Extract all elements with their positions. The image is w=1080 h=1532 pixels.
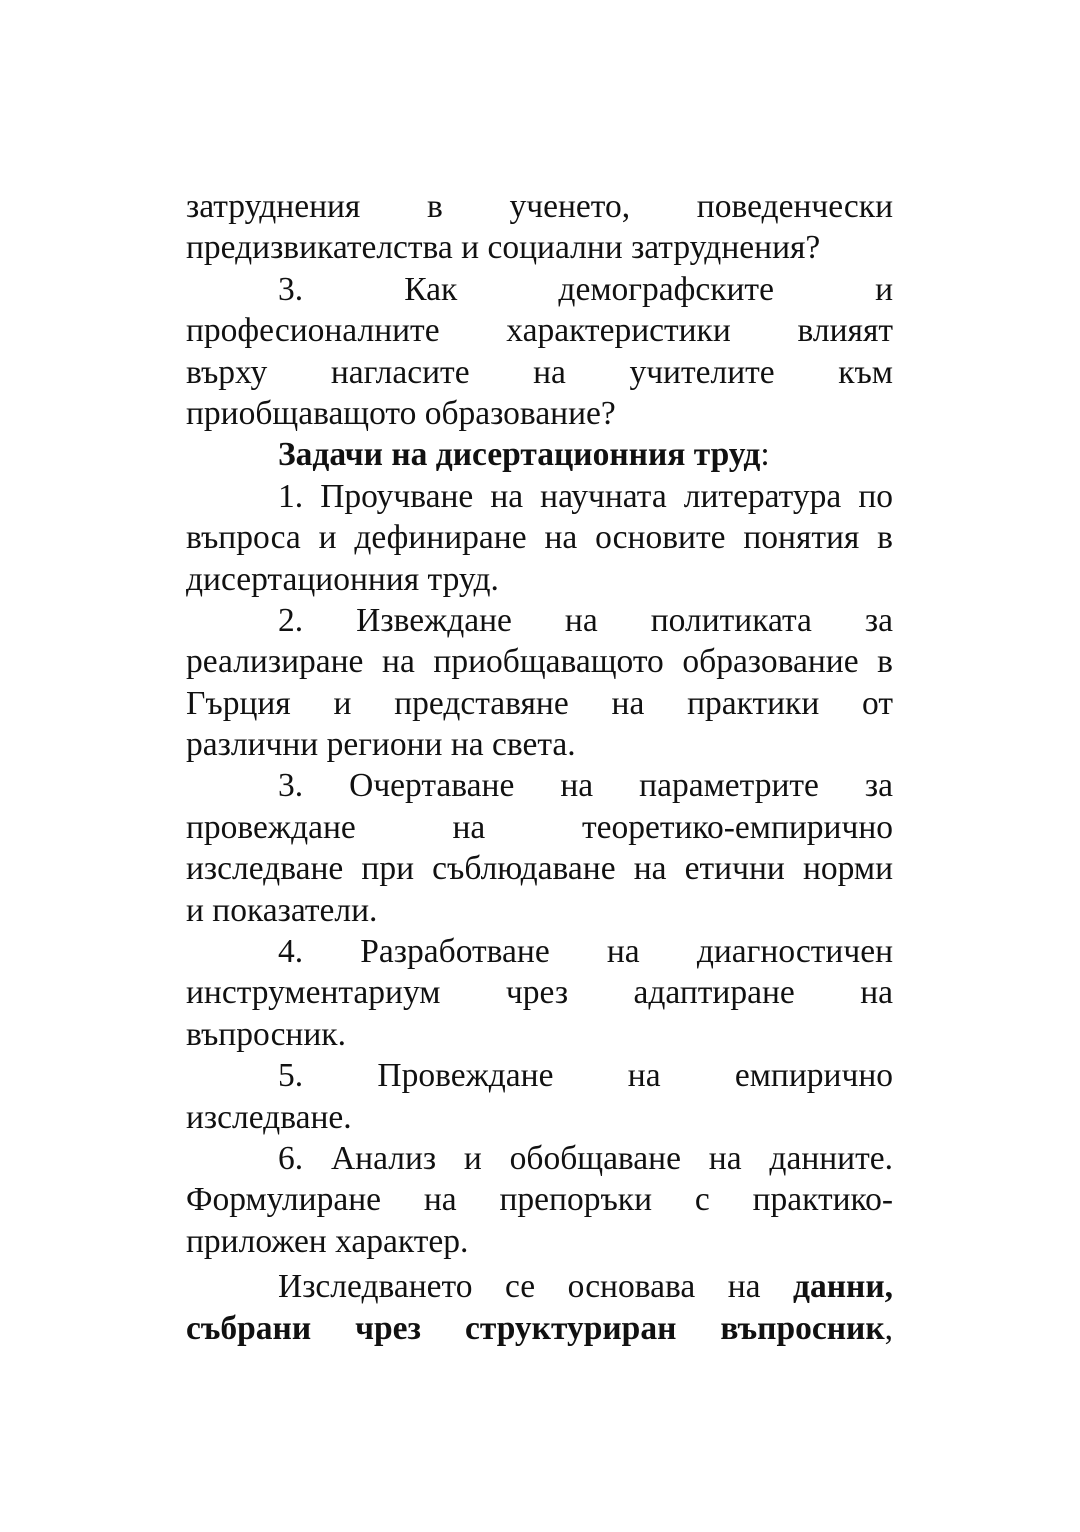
- text-line: провеждане на теоретико-емпирично: [186, 808, 893, 846]
- task-item-1: 1. Проучване на научната литература по: [278, 477, 893, 515]
- text-line: Гърция и представяне на практики от: [186, 684, 893, 722]
- tasks-heading-colon: :: [760, 436, 770, 474]
- text-line: затруднения в ученето, поведенчески: [186, 188, 893, 225]
- text-line: предизвикателства и социални затруднения?: [186, 229, 821, 267]
- text-line: реализиране на приобщаващото образование в: [186, 643, 893, 681]
- text-line: инструментариум чрез адаптиране на: [186, 974, 893, 1012]
- text-line: приобщаващото образование?: [186, 394, 616, 432]
- text-line: професионалните характеристики влияят: [186, 312, 893, 350]
- text-line: върху нагласите на учителите към: [186, 353, 893, 391]
- research-basis-line: [186, 1266, 893, 1307]
- research-basis-line-2: [186, 1308, 893, 1349]
- tasks-heading-bold: Задачи на дисертационния труд: [278, 436, 761, 474]
- questionnaire-comma: ,: [884, 1309, 893, 1347]
- text-line: и показатели.: [186, 891, 378, 929]
- text-line: въпроса и дефиниране на основите понятия в: [186, 519, 893, 557]
- text-line: изследване.: [186, 1098, 352, 1136]
- document-page: [186, 186, 893, 1349]
- text-line: дисертационния труд.: [186, 560, 499, 598]
- text-line: различни региони на света.: [186, 726, 576, 764]
- task-item-4: 4. Разработване на диагностичен: [278, 933, 893, 971]
- text-line: Формулиране на препоръки с практико-: [186, 1181, 893, 1219]
- task-item-6: 6. Анализ и обобщаване на данните.: [278, 1139, 893, 1177]
- task-item-3: 3. Очертаване на параметрите за: [278, 767, 893, 805]
- research-question-3: 3. Как демографските и: [278, 270, 893, 308]
- task-item-5: 5. Провеждане на емпирично: [278, 1057, 893, 1095]
- task-item-2: 2. Извеждане на политиката за: [278, 601, 893, 639]
- text-line: приложен характер.: [186, 1222, 469, 1260]
- research-basis-bold: данни,: [793, 1268, 893, 1306]
- research-basis-text: Изследването се основава на: [278, 1268, 794, 1306]
- questionnaire-bold: събрани чрез структуриран въпросник: [186, 1309, 885, 1347]
- tasks-heading: [186, 434, 893, 475]
- text-line: изследване при съблюдаване на етични норми: [186, 850, 893, 888]
- text-line: въпросник.: [186, 1015, 346, 1053]
